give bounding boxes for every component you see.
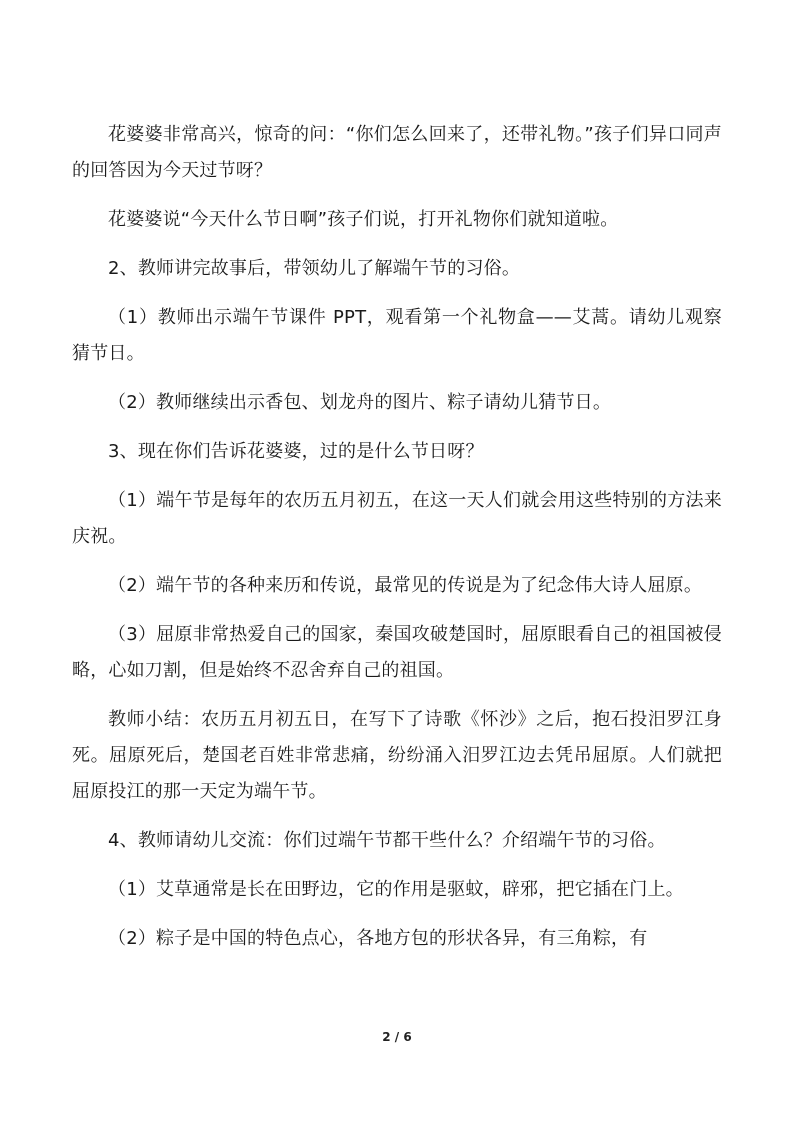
paragraph: 4、教师请幼儿交流：你们过端午节都干些什么？介绍端午节的习俗。 — [108, 830, 666, 851]
paragraph: （3）屈原非常热爱自己的国家，秦国攻破楚国时，屈原眼看自己的祖国被侵略，心如刀割，但是始终不忍舍弃自己的祖国。 — [72, 624, 722, 681]
paragraph: 花婆婆非常高兴，惊奇的问：“你们怎么回来了，还带礼物。”孩子们异口同声的回答因为今天过节呀？ — [72, 124, 722, 181]
paragraph: （1）端午节是每年的农历五月初五，在这一天人们就会用这些特别的方法来庆祝。 — [72, 490, 722, 547]
paragraph: （1）教师出示端午节课件 PPT，观看第一个礼物盒——艾蒿。请幼儿观察猜节日。 — [72, 307, 722, 364]
page-number: 2 / 6 — [382, 1030, 412, 1044]
paragraph: （2）粽子是中国的特色点心，各地方包的形状各异，有三角粽，有 — [108, 928, 648, 949]
paragraph: 2、教师讲完故事后，带领幼儿了解端午节的习俗。 — [108, 258, 521, 279]
paragraph: 3、现在你们告诉花婆婆，过的是什么节日呀？ — [108, 441, 484, 462]
paragraph: 花婆婆说“今天什么节日啊”孩子们说，打开礼物你们就知道啦。 — [108, 209, 619, 230]
paragraph: （2）端午节的各种来历和传说，最常见的传说是为了纪念伟大诗人屈原。 — [108, 575, 703, 596]
paragraph: 教师小结：农历五月初五日，在写下了诗歌《怀沙》之后，抱石投汨罗江身死。屈原死后，楚国老百姓非常悲痛，纷纷涌入汨罗江边去凭吊屈原。人们就把屈原投江的那一天定为端午节。 — [72, 709, 722, 802]
paragraph: （2）教师继续出示香包、划龙舟的图片、粽子请幼儿猜节日。 — [108, 392, 612, 413]
document-body — [72, 117, 722, 970]
paragraph: （1）艾草通常是长在田野边，它的作用是驱蚊，辟邪，把它插在门上。 — [108, 879, 684, 900]
